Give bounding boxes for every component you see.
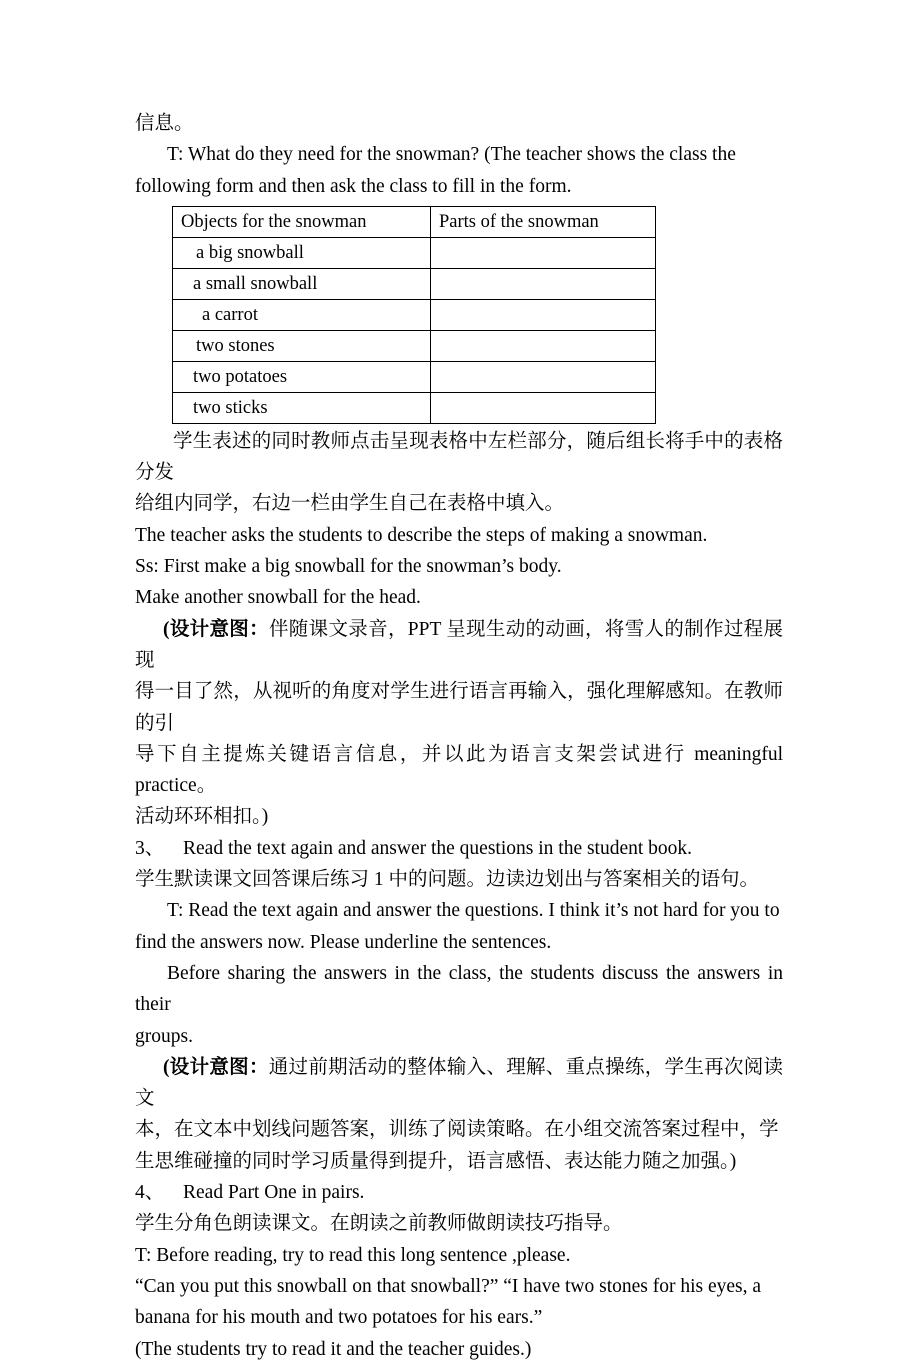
- paragraph-student-describe: 学生表述的同时教师点击呈现表格中左栏部分，随后组长将手中的表格分发: [135, 430, 783, 484]
- table-cell-object: a big snowball: [173, 237, 431, 268]
- paragraph-teacher-question: [135, 139, 783, 170]
- paragraph-design-intent-1-l2: 得一目了然，从视听的角度对学生进行语言再输入，强化理解感知。在教师的引: [135, 681, 783, 734]
- table-header-row: [173, 206, 656, 237]
- paragraph-design-intent-2-l3: 生思维碰撞的同时学习质量得到提升，语言感悟、表达能力随之加强。): [135, 1150, 737, 1172]
- list-item-3: [135, 833, 783, 864]
- paragraph-silent-reading: 学生默读课文回答课后练习 1 中的问题。边读边划出与答案相关的语句。: [135, 869, 760, 891]
- paragraph-before-sharing: Before sharing the answers in the class, the students discuss the answers in their: [135, 962, 788, 1016]
- table-row: [173, 330, 656, 361]
- paragraph-design-intent-1-l3: 导下自主提炼关键语言信息，并以此为语言支架尝试进行 meaningful practice。: [135, 743, 788, 797]
- table-row: [173, 299, 656, 330]
- table-cell-object: a carrot: [173, 299, 431, 330]
- table-cell-object: a small snowball: [173, 268, 431, 299]
- paragraph-design-intent-1: [135, 614, 783, 677]
- snowman-table-wrapper: [135, 206, 783, 424]
- table-cell-part[interactable]: [431, 361, 656, 392]
- table-cell-part[interactable]: [431, 392, 656, 423]
- paragraph-design-intent-1-l4: 活动环环相扣。): [135, 806, 269, 828]
- list-item-3-text: Read the text again and answer the questions in the student book.: [183, 837, 693, 859]
- table-cell-object: two sticks: [173, 392, 431, 423]
- paragraph-xinxi: 信息。: [135, 113, 194, 134]
- design-intent-text-1: 伴随课文录音，PPT 呈现生动的动画，将雪人的制作过程展现: [135, 618, 783, 671]
- paragraph-make-another: Make another snowball for the head.: [135, 587, 421, 609]
- paragraph-teacher-asks-steps: The teacher asks the students to describe the steps of making a snowman.: [135, 524, 708, 546]
- paragraph-before-sharing-cont: groups.: [135, 1025, 193, 1047]
- paragraph-ss-first: Ss: First make a big snowball for the snowman’s body.: [135, 556, 562, 578]
- paragraph-teacher-question-cont: following form and then ask the class to fill in the form.: [135, 175, 572, 197]
- document-body: [135, 108, 788, 1365]
- paragraph-teacher-read-again-cont: find the answers now. Please underline the sentences.: [135, 931, 552, 953]
- snowman-table: [172, 206, 656, 424]
- teacher-question-line1: T: What do they need for the snowman? (The teacher shows the class the: [167, 144, 736, 166]
- table-header-objects: Objects for the snowman: [173, 206, 431, 237]
- table-cell-object: two potatoes: [173, 361, 431, 392]
- design-intent-text-2: 通过前期活动的整体输入、理解、重点操练，学生再次阅读文: [135, 1056, 783, 1110]
- list-item-4: [135, 1177, 783, 1208]
- list-item-3-number: 3、: [135, 837, 165, 859]
- list-item-4-number: 4、: [135, 1182, 165, 1204]
- table-row: [173, 392, 656, 423]
- table-cell-part[interactable]: [431, 268, 656, 299]
- design-intent-label-2: (设计意图：: [163, 1056, 269, 1078]
- paragraph-students-try-read: (The students try to read it and the teacher guides.): [135, 1338, 532, 1360]
- paragraph-role-reading: 学生分角色朗读课文。在朗读之前教师做朗读技巧指导。: [135, 1213, 623, 1235]
- table-row: [173, 237, 656, 268]
- list-item-4-text: Read Part One in pairs.: [183, 1182, 365, 1204]
- paragraph-long-sentence-cont: banana for his mouth and two potatoes for his ears.”: [135, 1307, 543, 1329]
- paragraph-teacher-read-again: T: Read the text again and answer the questions. I think it’s not hard for you to: [167, 900, 780, 922]
- table-cell-object: two stones: [173, 330, 431, 361]
- design-intent-label-1: (设计意图：: [163, 618, 269, 640]
- paragraph-long-sentence: “Can you put this snowball on that snowball?” “I have two stones for his eyes, a: [135, 1275, 762, 1297]
- table-header-parts: Parts of the snowman: [431, 206, 656, 237]
- paragraph-design-intent-2-l2: 本，在文本中划线问题答案，训练了阅读策略。在小组交流答案过程中，学: [135, 1119, 779, 1141]
- paragraph-design-intent-2: [135, 1052, 783, 1115]
- table-row: [173, 361, 656, 392]
- table-row: [173, 268, 656, 299]
- table-cell-part[interactable]: [431, 330, 656, 361]
- paragraph-student-describe-cont: 给组内同学，右边一栏由学生自己在表格中填入。: [135, 493, 565, 515]
- paragraph-teacher-before-reading: T: Before reading, try to read this long sentence ,please.: [135, 1244, 571, 1266]
- table-cell-part[interactable]: [431, 299, 656, 330]
- table-cell-part[interactable]: [431, 237, 656, 268]
